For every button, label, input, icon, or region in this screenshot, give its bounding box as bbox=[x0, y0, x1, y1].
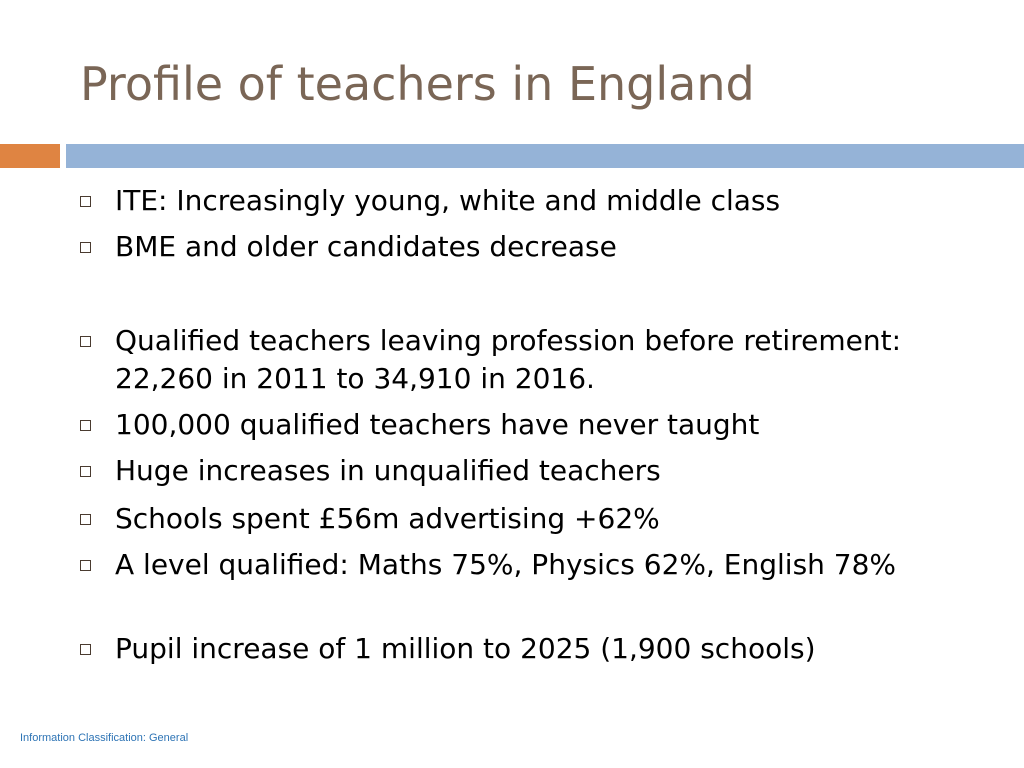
square-bullet-icon bbox=[80, 196, 91, 207]
bullet-text: 100,000 qualified teachers have never taught bbox=[115, 408, 760, 441]
bullet-text: Huge increases in unqualified teachers bbox=[115, 454, 661, 487]
bullet-text: ITE: Increasingly young, white and middle class bbox=[115, 184, 781, 217]
bullet-text: BME and older candidates decrease bbox=[115, 230, 617, 263]
bullet-text: Pupil increase of 1 million to 2025 (1,900 schools) bbox=[115, 632, 816, 665]
bullet-text: Schools spent £56m advertising +62% bbox=[115, 502, 660, 535]
square-bullet-icon bbox=[80, 420, 91, 431]
accent-bar-orange bbox=[0, 144, 60, 168]
classification-footer: Information Classification: General bbox=[20, 732, 189, 744]
square-bullet-icon bbox=[80, 336, 91, 347]
slide-title: Profile of teachers in England bbox=[80, 57, 755, 111]
square-bullet-icon bbox=[80, 644, 91, 655]
bullet-text: A level qualified: Maths 75%, Physics 62%, English 78% bbox=[115, 548, 897, 581]
accent-bar-blue bbox=[66, 144, 1024, 168]
square-bullet-icon bbox=[80, 560, 91, 571]
square-bullet-icon bbox=[80, 514, 91, 525]
square-bullet-icon bbox=[80, 466, 91, 477]
bullet-text: Qualified teachers leaving profession before retirement: 22,260 in 2011 to 34,910 in 2016. bbox=[115, 324, 901, 395]
square-bullet-icon bbox=[80, 242, 91, 253]
